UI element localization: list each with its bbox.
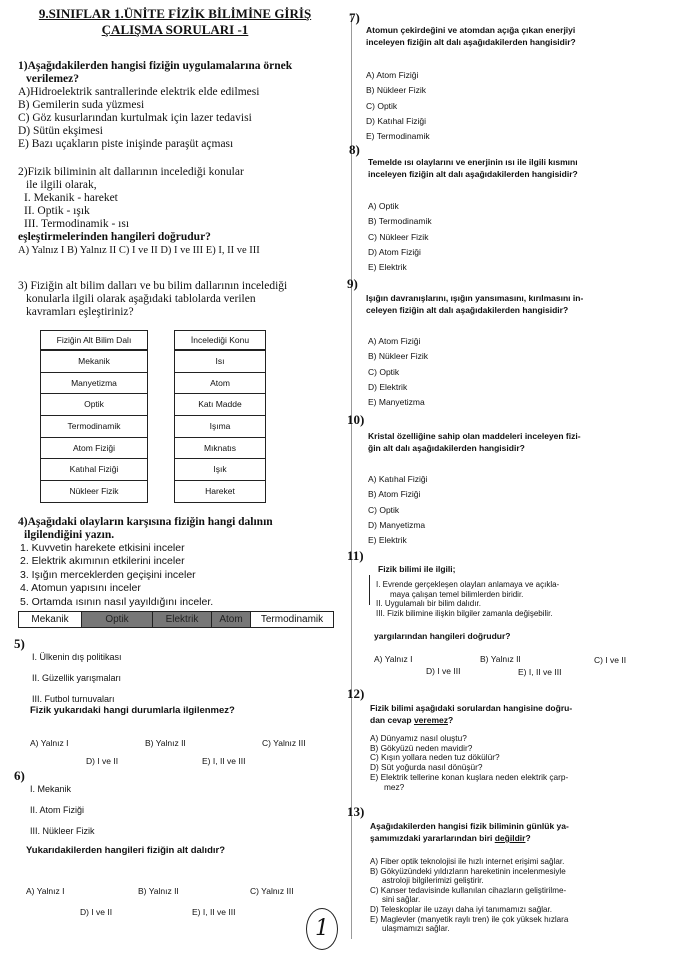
q3-right-cell: Mıknatıs: [175, 438, 265, 460]
q13-number: 13): [347, 804, 365, 819]
q2-question: eşleştirmelerinden hangileri doğrudur?: [18, 231, 211, 243]
q13-stem-2-underlined: değildir: [494, 833, 526, 843]
q5-item-2: II. Güzellik yarışmaları: [32, 673, 122, 683]
q8-option-b: B) Termodinamik: [368, 216, 432, 227]
q4-answer-atom: Atom: [212, 612, 251, 627]
q3-left-cell: Manyetizma: [41, 373, 147, 395]
q9-option-b: B) Nükleer Fizik: [368, 351, 428, 362]
q13-option-c-cont: sini sağlar.: [382, 895, 421, 905]
q13-option-e: E) Maglevler (manyetik raylı tren) ile çok yüksek hızlara: [370, 914, 569, 924]
q13-option-a: A) Fiber optik teknolojisi ile hızlı internet erişimi sağlar.: [370, 857, 565, 866]
q4-item-2: 2. Elektrik akımının etkilerini inceler: [20, 555, 185, 568]
q3-right-cell: Isı: [175, 351, 265, 373]
q5-item-3: III. Futbol turnuvaları: [32, 694, 115, 704]
q5-option-a: A) Yalnız I: [30, 738, 69, 748]
q11-bracket: [369, 575, 370, 605]
q5-question: Fizik yukarıdaki hangi durumlarla ilgilenmez?: [30, 705, 235, 716]
q11-number: 11): [347, 548, 364, 563]
q10-option-b: B) Atom Fiziği: [368, 489, 421, 500]
q10-number: 10): [347, 412, 365, 427]
q12-option-d: D) Süt yoğurda nasıl dönüşür?: [370, 762, 483, 773]
q8-stem: [368, 156, 668, 180]
q12-stem-2: dan cevap: [370, 715, 412, 725]
q5-items: [32, 647, 122, 710]
q12-option-c: C) Kışın yollara neden tuz dökülür?: [370, 752, 500, 763]
q5-option-d: D) I ve II: [86, 756, 119, 766]
q4-item-1: 1. Kuvvetin harekete etkisini inceler: [20, 542, 185, 554]
q3-right-cell: Hareket: [205, 486, 235, 497]
title-line-2: ÇALIŞMA SORULARI -1: [101, 22, 249, 37]
q7-stem: [366, 24, 666, 48]
q13-stem-1: Aşağıdakilerden hangisi fizik biliminin günlük ya-: [370, 821, 569, 831]
q13-option-b-cont: astroloji bilgilerimizi geliştirir.: [382, 876, 484, 886]
q1-stem-2: verilemez?: [26, 73, 79, 85]
q3-left-header: Fiziğin Alt Bilim Dalı: [41, 331, 147, 351]
q1-option-b: B) Gemilerin suda yüzmesi: [18, 99, 145, 111]
q13-stem-2-end: ?: [525, 833, 531, 843]
q3-right-table: [174, 330, 266, 503]
q6-item-2: II. Atom Fiziği: [30, 805, 85, 815]
q5-number: 5): [14, 636, 25, 651]
q8-option-a: A) Optik: [368, 201, 399, 211]
q2-item-3: III. Termodinamik - ısı: [24, 218, 130, 230]
q8-number: 8): [349, 142, 360, 157]
q11-item-1-cont: maya çalışan temel bilimlerden biridir.: [390, 589, 524, 599]
q6-option-c: C) Yalnız III: [250, 886, 294, 896]
q7-stem-2: inceleyen fiziğin alt dalı aşağıdakilerden hangisidir?: [366, 37, 576, 47]
q5-item-1: I. Ülkenin dış politikası: [32, 652, 122, 662]
q13-stem-2: şamımızdaki yararlarından biri: [370, 833, 493, 843]
q10-stem: [368, 430, 668, 454]
q3-left-table: [40, 330, 148, 503]
q9-option-d: D) Elektrik: [368, 381, 408, 392]
q11-option-b: B) Yalnız II: [480, 654, 521, 664]
q4-item-3: 3. Işığın merceklerden geçişini inceler: [20, 568, 196, 581]
q3-left-cell: Termodinamik: [41, 416, 147, 438]
page-title: [10, 6, 340, 38]
q12-option-b: B) Gökyüzü neden mavidir?: [370, 742, 473, 753]
q1-stem-1: 1)Aşağıdakilerden hangisi fiziğin uygulamalarına örnek: [18, 60, 293, 72]
q11-item-3: III. Fizik bilimine ilişkin bilgiler zamanla değişebilir.: [376, 608, 553, 618]
title-line-1: 9.SINIFLAR 1.ÜNİTE FİZİK BİLİMİNE GİRİŞ: [38, 6, 312, 21]
q8-stem-2: inceleyen fiziğin alt dalı aşağıdakilerden hangisidir?: [368, 169, 578, 179]
q13-option-e-cont: ulaşmamızı sağlar.: [382, 924, 450, 934]
q8-options: [368, 199, 432, 275]
q10-options: [368, 472, 428, 548]
q3-right-cell: Atom: [175, 373, 265, 395]
q4-answer-elektrik: Elektrik: [153, 612, 212, 627]
q9-option-e: E) Manyetizma: [368, 397, 425, 408]
q12-option-e-cont: mez?: [384, 781, 405, 792]
q10-option-d: D) Manyetizma: [368, 519, 426, 530]
q7-option-c: C) Optik: [366, 100, 398, 111]
q2-options: A) Yalnız I B) Yalnız II C) I ve II D) I ve III E) I, II ve III: [18, 245, 260, 256]
q7-number: 7): [349, 10, 360, 25]
q3-left-cell: Atom Fiziği: [41, 438, 147, 460]
q6-option-a: A) Yalnız I: [26, 886, 65, 896]
q12-stem-1: Fizik bilimi aşağıdaki sorulardan hangisine doğru-: [370, 703, 573, 713]
q12-option-a: A) Dünyamız nasıl oluştu?: [370, 733, 467, 743]
q10-option-c: C) Optik: [368, 504, 400, 515]
q11-item-2: II. Uygulamalı bir bilim dalıdır.: [376, 599, 481, 609]
q1-option-d: D) Sütün ekşimesi: [18, 125, 103, 137]
q10-option-e: E) Elektrik: [368, 535, 407, 546]
q2-stem-2: ile ilgili olarak,: [26, 179, 97, 191]
question-1: [18, 60, 348, 151]
q13-option-b: B) Gökyüzündeki yıldızların hareketinin incelenmesiyle: [370, 866, 566, 876]
q13-stem-2-line: [370, 832, 670, 844]
q11-items: [376, 580, 656, 618]
q6-question: Yukarıdakilerden hangileri fiziğin alt dalıdır?: [26, 845, 226, 856]
q9-option-c: C) Optik: [368, 366, 400, 377]
q6-option-e: E) I, II ve III: [192, 907, 236, 917]
q12-stem-2-underlined: veremez: [413, 715, 448, 725]
q2-stem-1: 2)Fizik biliminin alt dallarının incelediği konular: [18, 166, 244, 178]
q7-options: [366, 68, 430, 144]
page-number: 1: [315, 916, 329, 941]
q8-option-e: E) Elektrik: [368, 262, 407, 273]
q1-option-a: A)Hidroelektrik santrallerinde elektrik elde edilmesi: [18, 86, 260, 98]
q5-option-b: B) Yalnız II: [145, 738, 186, 748]
q3-left-cell: Katıhal Fiziği: [41, 459, 147, 481]
q12-stem-2-end: ?: [447, 715, 454, 725]
q11-question: yargılarından hangileri doğrudur?: [374, 631, 511, 641]
q3-stem-2: konularla ilgili olarak aşağıdaki tablolarda verilen: [26, 293, 256, 305]
q4-item-5: 5. Ortamda ısının nasıl yayıldığını inceler.: [20, 595, 214, 608]
q4-item-4: 4. Atomun yapısını inceler: [20, 582, 141, 595]
q3-left-cell: Nükleer Fizik: [69, 486, 119, 497]
question-2: [18, 166, 348, 257]
q6-item-1: I. Mekanik: [30, 784, 72, 794]
q3-right-header: İncelediği Konu: [175, 331, 265, 351]
q3-right-cell: Katı Madde: [175, 394, 265, 416]
q13-option-d: D) Teleskoplar ile uzayı daha iyi tanımamızı sağlar.: [370, 904, 553, 914]
page-number-circle: [306, 908, 338, 950]
q1-option-e: E) Bazı uçakların piste inişinde paraşüt açması: [18, 138, 234, 150]
q4-stem-2: ilgilendiğini yazın.: [24, 529, 115, 541]
q12-stem: [370, 702, 670, 726]
q3-right-cell: Işıma: [175, 416, 265, 438]
q6-items: [30, 779, 95, 842]
q13-option-c: C) Kanser tedavisinde kullanılan cihazların geliştirilme-: [370, 885, 567, 895]
q9-stem-1: Işığın davranışlarını, ışığın yansımasını, kırılmasını in-: [366, 293, 584, 303]
q4-answer-bar: [18, 611, 334, 628]
q11-option-a: A) Yalnız I: [374, 654, 413, 664]
q4-answer-optik: Optik: [82, 612, 153, 627]
q2-item-1: I. Mekanik - hareket: [24, 192, 118, 204]
q2-item-2: II. Optik - ışık: [24, 205, 90, 217]
q12-options: [370, 734, 670, 792]
q3-right-cell: Işık: [175, 459, 265, 481]
q9-options: [368, 334, 428, 410]
q4-answer-mekanik: Mekanik: [19, 612, 82, 627]
q3-left-cell: Optik: [41, 394, 147, 416]
q3-stem-1: 3) Fiziğin alt bilim dalları ve bu bilim dallarının incelediği: [18, 280, 288, 292]
q12-number: 12): [347, 686, 365, 701]
q11-item-1: I. Evrende gerçekleşen olayları anlamaya ve açıkla-: [376, 580, 560, 589]
q5-option-e: E) I, II ve III: [202, 756, 246, 766]
q9-number: 9): [347, 276, 358, 291]
q12-option-e: E) Elektrik tellerine konan kuşlara neden elektrik çarp-: [370, 771, 569, 782]
q1-option-c: C) Göz kusurlarından kurtulmak için lazer tedavisi: [18, 112, 252, 124]
q5-option-c: C) Yalnız III: [262, 738, 306, 748]
q13-options: [370, 857, 675, 934]
q3-stem-3: kavramları eşleştiriniz?: [26, 306, 134, 318]
q8-stem-1: Temelde ısı olaylarını ve enerjinin ısı ile ilgili kısmını: [368, 157, 578, 167]
q6-number: 6): [14, 768, 25, 783]
q10-stem-2: ğin alt dalı aşağıdakilerden hangisidir?: [368, 443, 525, 453]
q7-option-a: A) Atom Fiziği: [366, 70, 419, 80]
q11-stem: Fizik bilimi ile ilgili;: [378, 564, 456, 574]
q6-item-3: III. Nükleer Fizik: [30, 826, 95, 836]
q7-option-d: D) Katıhal Fiziği: [366, 115, 426, 126]
q10-stem-1: Kristal özelliğine sahip olan maddeleri inceleyen fizi-: [368, 431, 581, 441]
q10-option-a: A) Katıhal Fiziği: [368, 474, 428, 484]
q6-option-d: D) I ve II: [80, 907, 113, 917]
q8-option-c: C) Nükleer Fizik: [368, 231, 429, 242]
q11-option-c: C) I ve II: [594, 655, 627, 665]
q11-option-d: D) I ve III: [426, 666, 461, 676]
q7-stem-1: Atomun çekirdeğini ve atomdan açığa çıkan enerjiyi: [366, 25, 576, 35]
q4-stem-1: 4)Aşağıdaki olayların karşısına fiziğin hangi dalının: [18, 516, 273, 528]
q9-stem: [366, 292, 666, 316]
q4-answer-termodinamik: Termodinamik: [260, 614, 324, 625]
q8-option-d: D) Atom Fiziği: [368, 246, 421, 257]
q7-option-b: B) Nükleer Fizik: [366, 85, 426, 96]
q7-option-e: E) Termodinamik: [366, 131, 430, 142]
question-3: [18, 280, 348, 319]
q13-stem: [370, 820, 670, 844]
q3-left-cell: Mekanik: [41, 351, 147, 373]
q6-option-b: B) Yalnız II: [138, 886, 179, 896]
q12-stem-2-line: [370, 714, 670, 726]
q9-option-a: A) Atom Fiziği: [368, 336, 421, 346]
q11-option-e: E) I, II ve III: [518, 667, 562, 677]
q9-stem-2: celeyen fiziğin alt dalı aşağıdakilerden hangisidir?: [366, 305, 569, 315]
question-4: [18, 516, 348, 609]
